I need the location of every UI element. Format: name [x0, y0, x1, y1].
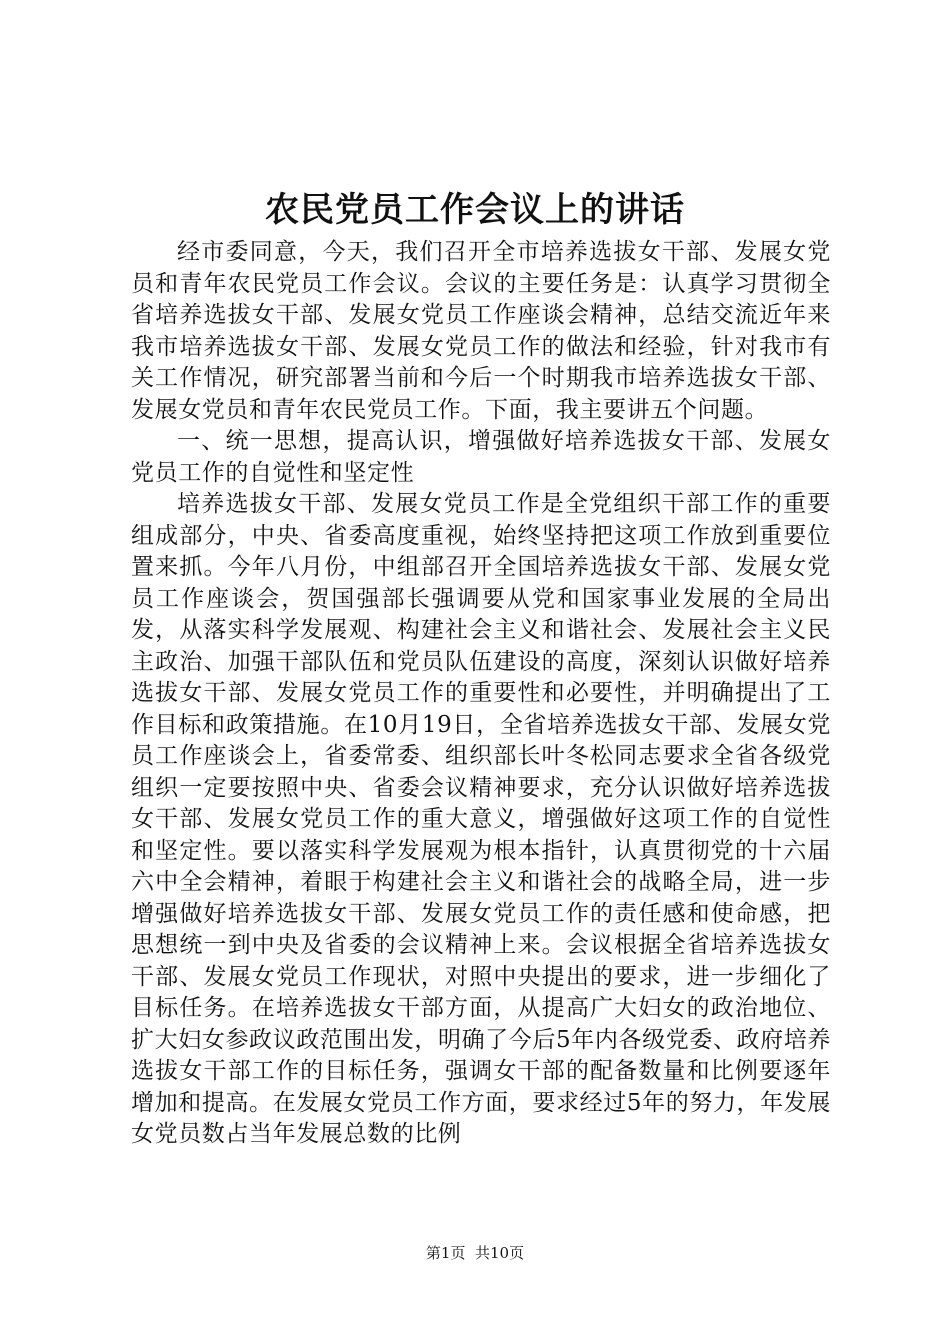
paragraph-body: 培养选拔女干部、发展女党员工作是全党组织干部工作的重要组成部分，中央、省委高度重视，始终坚持把这项工作放到重要位置来抓。今年八月份，中组部召开全国培养选拔女干部、发展女党员工作座谈会，贺国强部长强调要从党和国家事业发展的全局出发，从落实科学发展观、构建社会主义和谐社会、发展社会主义民主政治、加强干部队伍和党员队伍建设的高度，深刻认识做好培养选拔女干部、发展女党员工作的重要性和必要性，并明确提出了工作目标和政策措施。在10月19日，全省培养选拔女干部、发展女党员工作座谈会上，省委常委、组织部长叶冬松同志要求全省各级党组织一定要按照中央、省委会议精神要求，充分认识做好培养选拔女干部、发展女党员工作的重大意义，增强做好这项工作的自觉性和坚定性。要以落实科学发展观为根本指针，认真贯彻党的十六届六中全会精神，着眼于构建社会主义和谐社会的战略全局，进一步增强做好培养选拔女干部、发展女党员工作的责任感和使命感，把思想统一到中央及省委的会议精神上来。会议根据全省培养选拔女干部、发展女党员工作现状，对照中央提出的要求，进一步细化了目标任务。在培养选拔女干部方面，从提高广大妇女的政治地位、扩大妇女参政议政范围出发，明确了今后5年内各级党委、政府培养选拔女干部工作的目标任务，强调女干部的配备数量和比例要逐年增加和提高。在发展女党员工作方面，要求经过5年的努力，年发展女党员数占当年发展总数的比例	[131, 491, 831, 1147]
document-title: 农民党员工作会议上的讲话	[265, 190, 685, 230]
paragraph-heading-one: 一、统一思想，提高认识，增强做好培养选拔女干部、发展女党员工作的自觉性和坚定性	[131, 428, 831, 486]
paragraph-intro: 经市委同意，今天，我们召开全市培养选拔女干部、发展女党员和青年农民党员工作会议。会议的主要任务是：认真学习贯彻全省培养选拔女干部、发展女党员工作座谈会精神，总结交流近年来我市培养选拔女干部、发展女党员工作的做法和经验，针对我市有关工作情况，研究部署当前和今后一个时期我市培养选拔女干部、发展女党员和青年农民党员工作。下面，我主要讲五个问题。	[131, 239, 831, 423]
footer-spacer	[465, 1244, 475, 1262]
document-body	[131, 237, 831, 1151]
page-number: 第1页	[425, 1244, 466, 1262]
page-footer	[0, 1243, 950, 1263]
page-total: 共10页	[475, 1244, 525, 1262]
